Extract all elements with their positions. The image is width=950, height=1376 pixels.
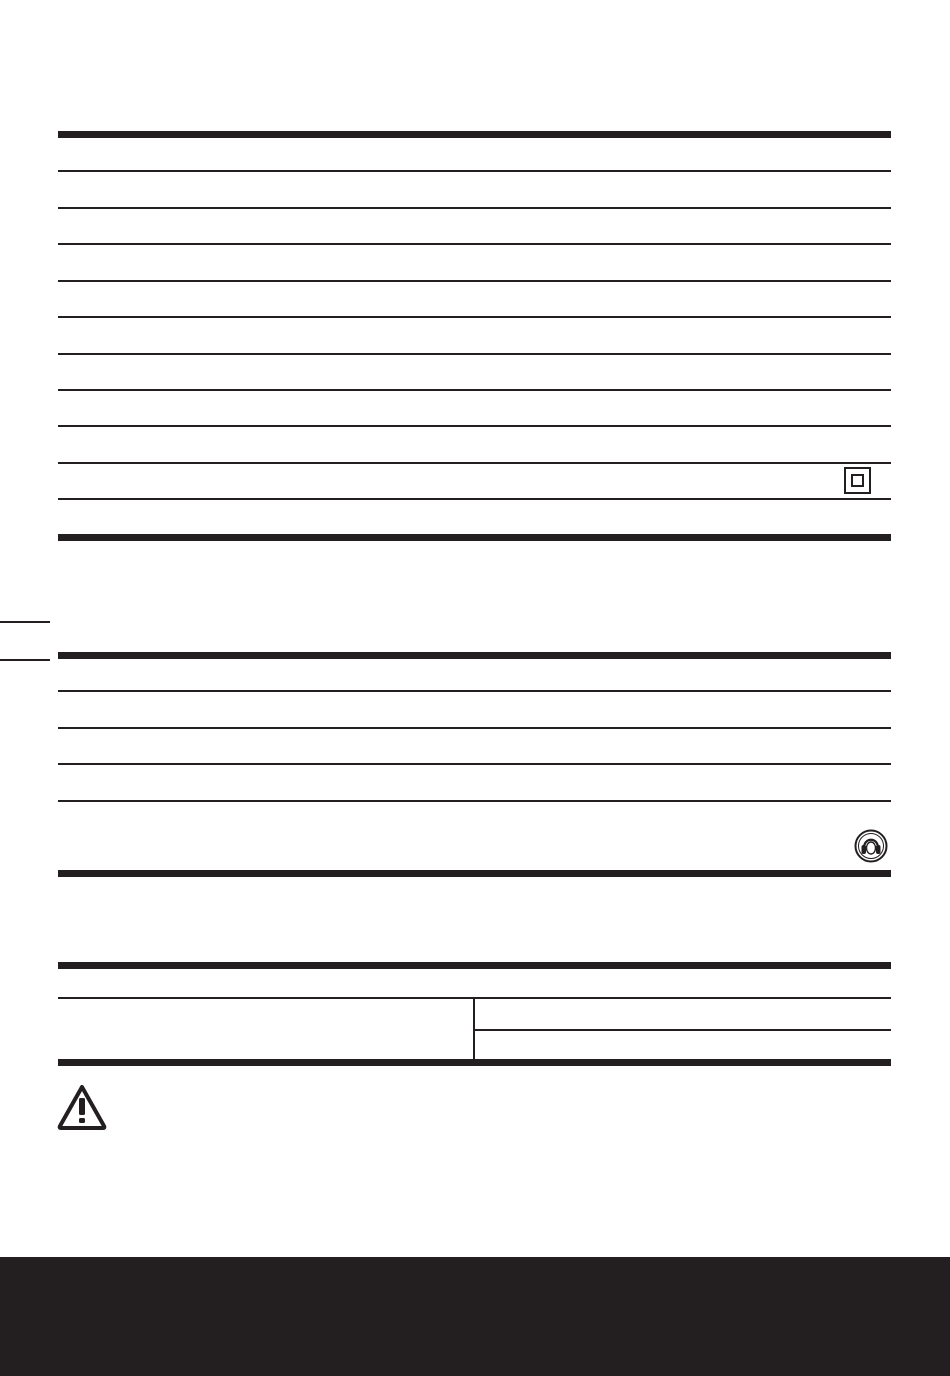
table-row-divider — [58, 316, 891, 318]
table-row-divider — [58, 425, 891, 427]
margin-marker-line — [0, 621, 50, 623]
warning-triangle-icon — [56, 1083, 108, 1131]
table-top-rule — [58, 962, 891, 969]
table-bottom-rule — [58, 870, 891, 877]
table-row-divider — [58, 170, 891, 172]
table-bottom-rule — [58, 1059, 891, 1066]
table-row-divider — [58, 727, 891, 729]
table-row-divider — [58, 353, 891, 355]
table-top-rule — [58, 652, 891, 659]
table-row-divider — [58, 243, 891, 245]
double-square-icon — [844, 467, 871, 494]
table-row-divider — [58, 690, 891, 692]
ear-protection-icon — [854, 829, 888, 863]
table-row-divider — [58, 462, 891, 464]
table-top-rule — [58, 131, 891, 138]
margin-marker-line — [0, 659, 50, 661]
footer-band — [0, 1257, 950, 1376]
table-row-divider — [475, 1029, 891, 1031]
table-row-divider — [58, 498, 891, 500]
table-row-divider — [58, 389, 891, 391]
table-row-divider — [58, 800, 891, 802]
table-row-divider — [58, 280, 891, 282]
table-row-divider — [58, 763, 891, 765]
table-bottom-rule — [58, 534, 891, 541]
table-row-divider — [58, 207, 891, 209]
